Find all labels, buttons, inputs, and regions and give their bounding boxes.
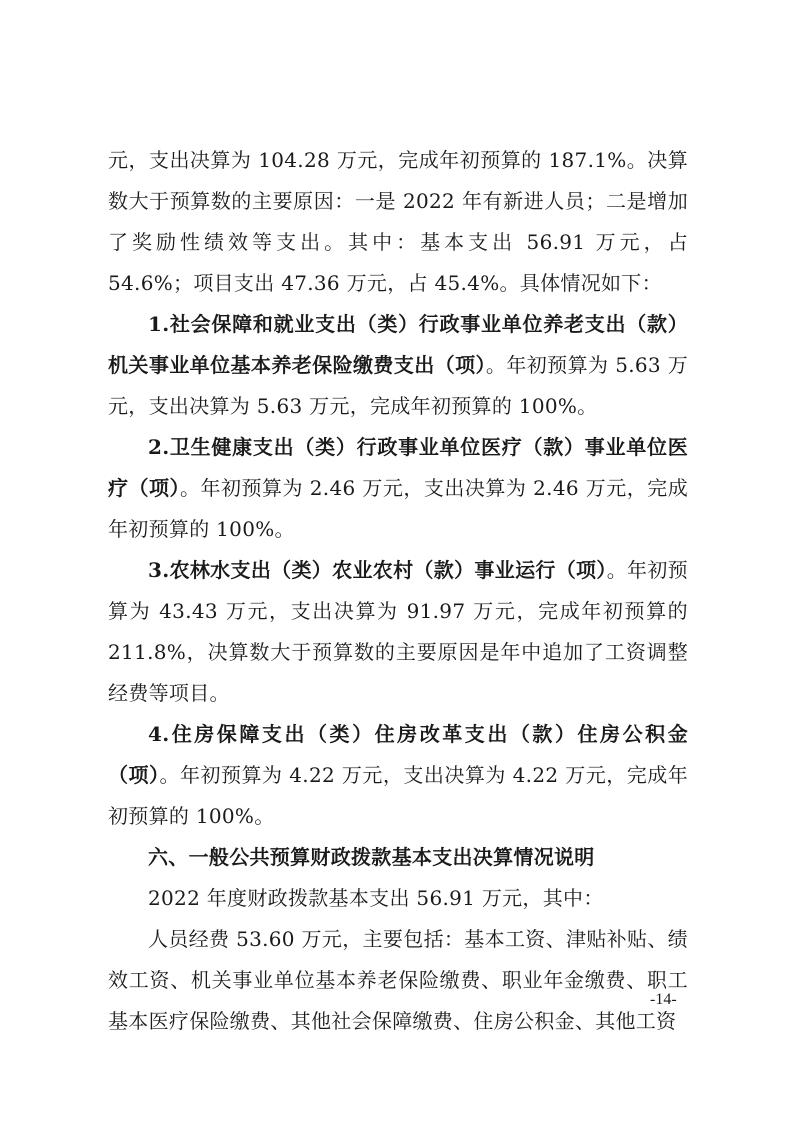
paragraph-continuation: 元，支出决算为 104.28 万元，完成年初预算的 187.1%。决算数大于预算数的主要原因：一是 2022 年有新进人员；二是增加了奖励性绩效等支出。其中：基本支出 56.91 万元，占 54.6%；项目支出 47.36 万元，占 45.4%。具体情况如下： (108, 148, 688, 295)
paragraph-basic-expenditure: 2022 年度财政拨款基本支出 56.91 万元，其中： (148, 886, 604, 910)
item-1-text: 。年初预算为 5.63 万元，支出决算为 5.63 万元，完成年初预算的 100%。 (108, 353, 688, 418)
item-3-title: 3.农林水支出（类）农业农村（款）事业运行（项） (148, 558, 607, 582)
body-text (108, 140, 688, 1042)
item-2-text: 。年初预算为 2.46 万元，支出决算为 2.46 万元，完成年初预算的 100%。 (108, 476, 689, 541)
paragraph-item-4 (108, 714, 688, 837)
item-3-text: 。年初预算为 43.43 万元，支出决算为 91.97 万元，完成年初预算的 211.8%，决算数大于预算数的主要原因是年中追加了工资调整经费等项目。 (108, 558, 688, 705)
item-1-title: 1.社会保障和就业支出（类）行政事业单位养老支出（款）机关事业单位基本养老保险缴费支出（项） (108, 312, 688, 377)
section-heading: 六、一般公共预算财政拨款基本支出决算情况说明 (148, 845, 595, 869)
item-2-title: 2.卫生健康支出（类）行政事业单位医疗（款）事业单位医疗（项） (108, 435, 688, 500)
page-number: -14- (650, 991, 677, 1008)
item-4-title: 4.住房保障支出（类）住房改革支出（款）住房公积金（项） (108, 722, 688, 787)
paragraph-item-2 (108, 427, 688, 550)
paragraph-personnel-expenses: 人员经费 53.60 万元，主要包括：基本工资、津贴补贴、绩效工资、机关事业单位基本养老保险缴费、职业年金缴费、职工基本医疗保险缴费、其他社会保障缴费、住房公积金、其他工资 (108, 927, 688, 1033)
item-4-text: 。年初预算为 4.22 万元，支出决算为 4.22 万元，完成年初预算的 100%。 (108, 763, 688, 828)
paragraph-item-1 (108, 304, 688, 427)
paragraph-item-3 (108, 550, 688, 714)
